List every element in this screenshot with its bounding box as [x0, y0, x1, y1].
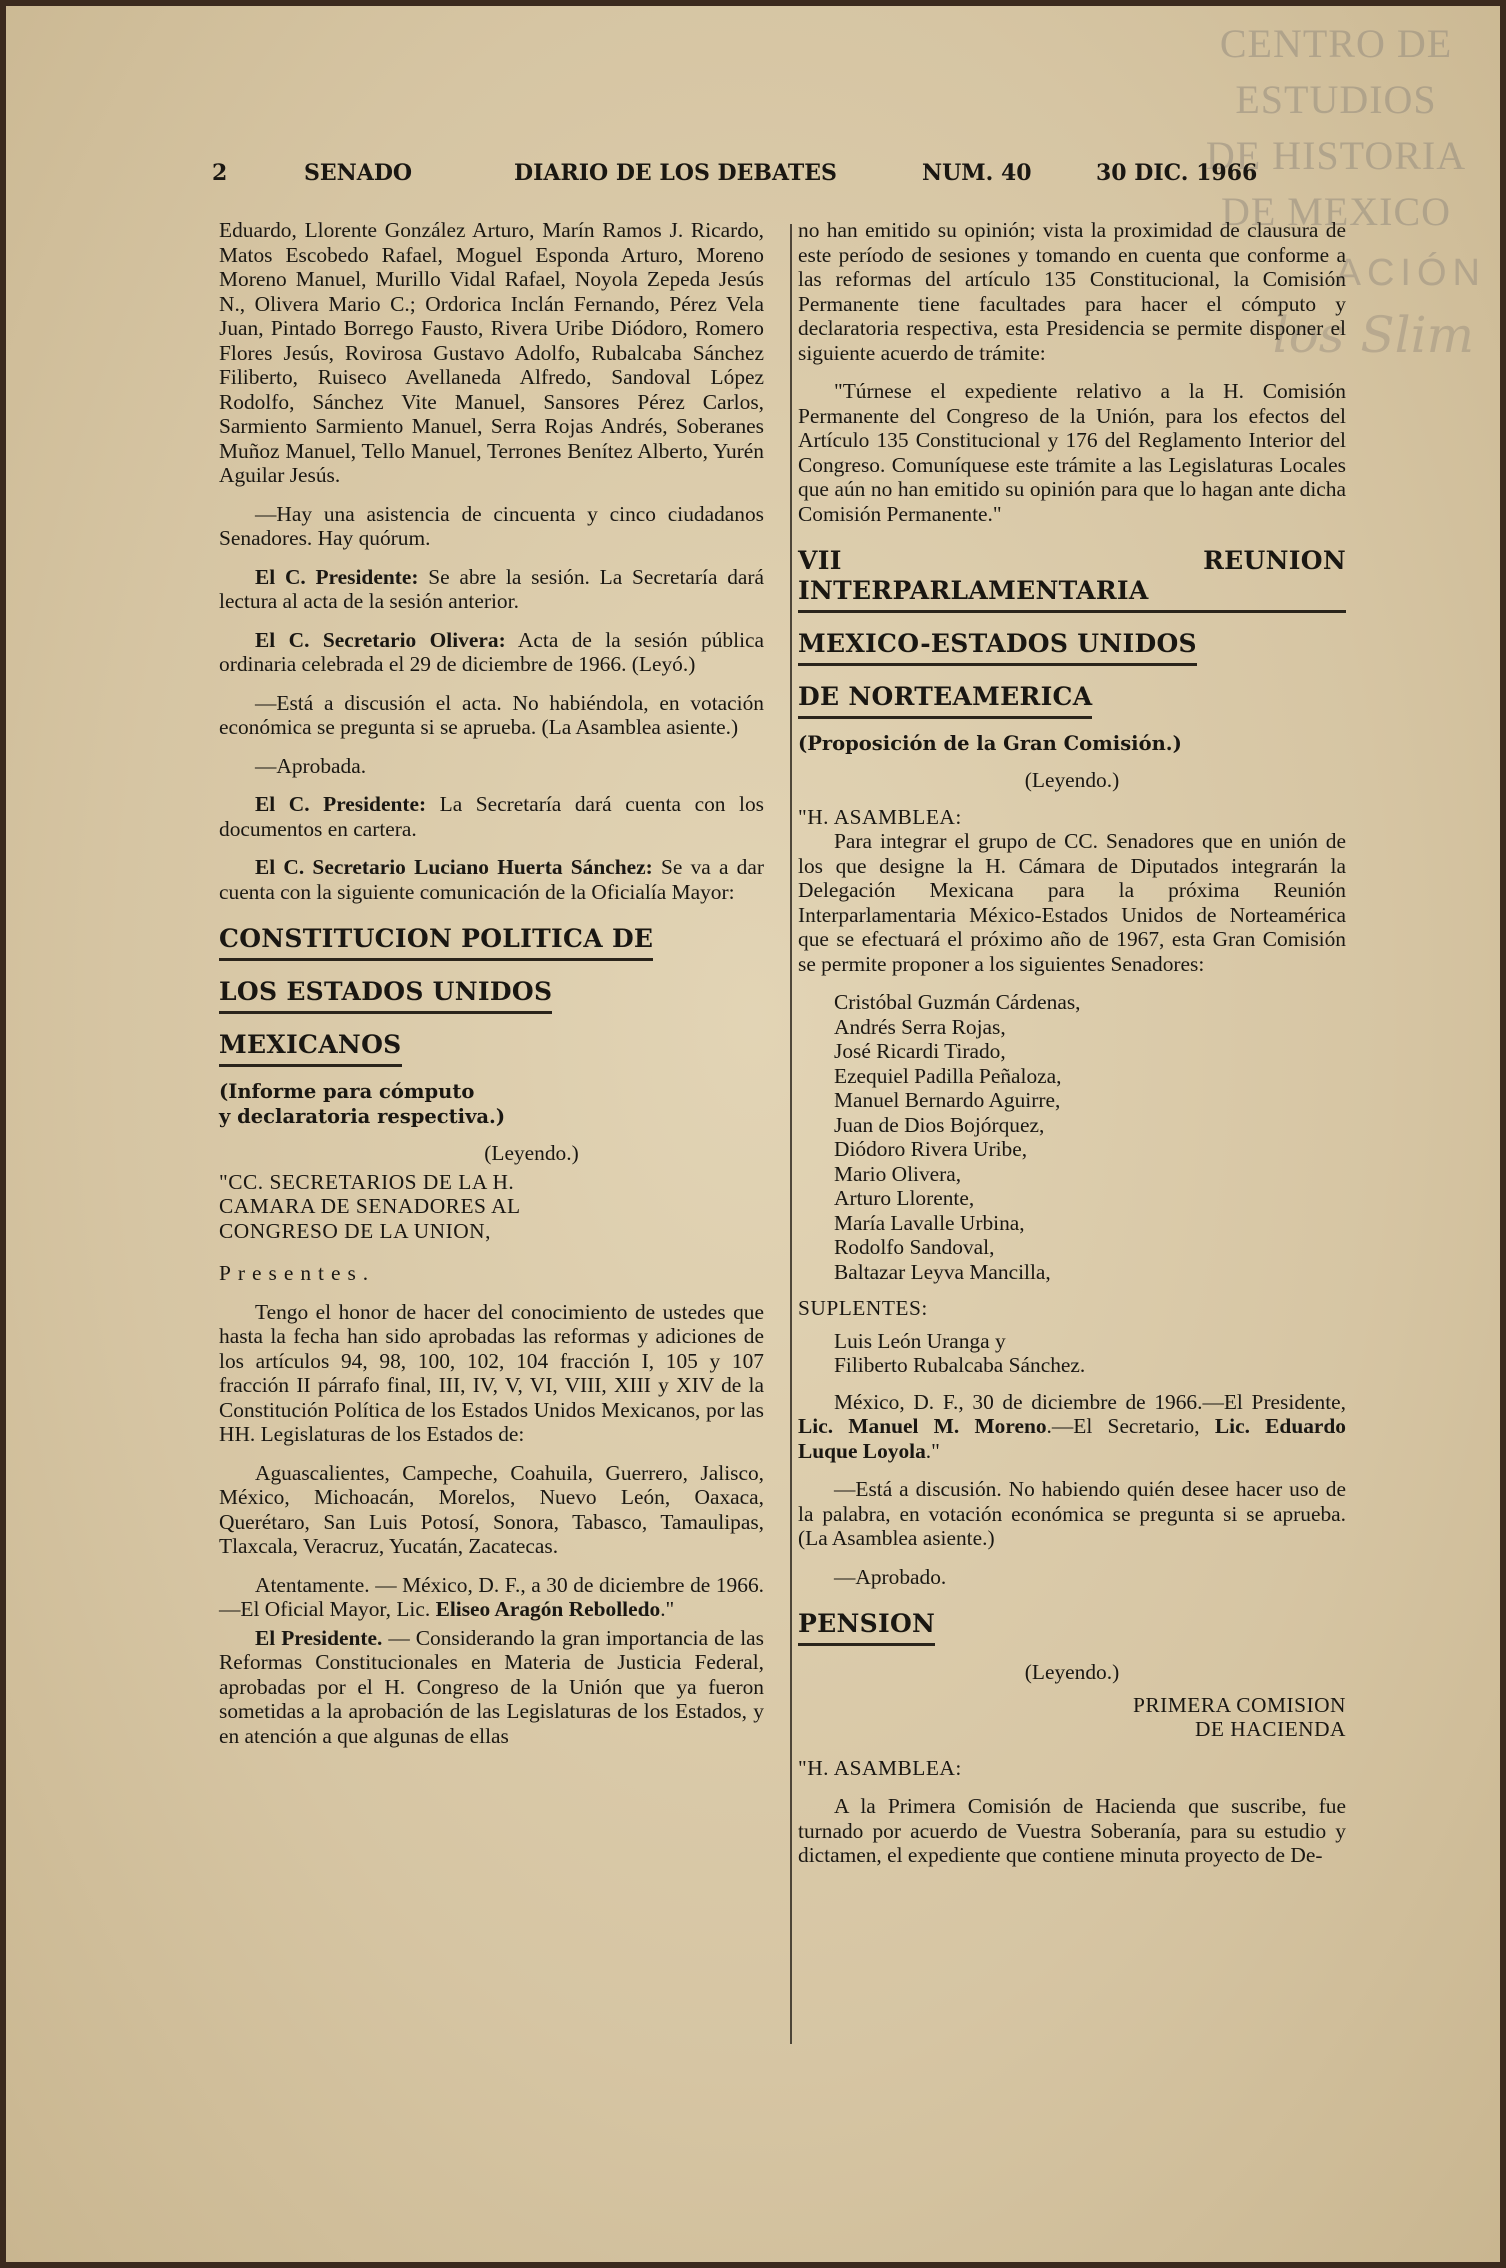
salutation: "H. ASAMBLEA: [798, 804, 962, 829]
paragraph: —Está a discusión. No habiendo quién desee hacer uso de la palabra, en votación económica se pregunta si se aprueba. (La Asamblea asiente.) [798, 1477, 1346, 1550]
list-item: Juan de Dios Bojórquez, [834, 1112, 1045, 1137]
section-heading-pension: PENSION [798, 1609, 935, 1646]
publication-title: DIARIO DE LOS DEBATES [514, 160, 837, 186]
list-item: Ezequiel Padilla Peñaloza, [834, 1063, 1062, 1088]
list-item: Luis León Uranga y [834, 1328, 1006, 1353]
senators-list [834, 990, 1346, 1284]
commission-name: PRIMERA COMISION DE HACIENDA [1132, 1692, 1346, 1741]
heading-line: CONSTITUCION POLITICA DE [219, 924, 653, 961]
page-number: 2 [212, 160, 228, 186]
page-header [212, 156, 1258, 192]
list-item: Rodolfo Sandoval, [834, 1235, 995, 1259]
paragraph: A la Primera Comisión de Hacienda que suscribe, fue turnado por acuerdo de Vuestra Soberanía, para su estudio y dictamen, el expediente que contiene minuta proyecto de De- [798, 1794, 1346, 1867]
agreement-text: "Túrnese el expediente relativo a la H. Comisión Permanente del Congreso de la Unión, para los efectos del Artículo 135 Constitucional y 176 del Reglamento Interior del Congreso. Comuníquese este trámite a las Legislaturas Locales que aún no han emitido su opinión para que lo hagan ante dicha Comisión Permanente." [798, 379, 1346, 526]
substitutes-label: SUPLENTES: [798, 1296, 928, 1320]
attendance-list: Eduardo, Llorente González Arturo, Marín Ramos J. Ricardo, Matos Escobedo Rafael, Moguel Esponda Arturo, Moreno Moreno Manuel, Murillo Vidal Rafael, Noyola Zepeda Jesús N., Olivera Mario C.; Ordorica Inclán Fernando, Pérez Vela Juan, Pintado Borrego Fausto, Rivera Uribe Diódoro, Romero Flores Jesús, Rovirosa Gustavo Adolfo, Rubalcaba Sánchez Filiberto, Ruiseco Avellaneda Alfredo, Sandoval López Rodolfo, Sánchez Vite Manuel, Sansores Pérez Carlos, Sarmiento Sarmiento Manuel, Serra Rojas Andrés, Soberanes Muñoz Manuel, Tello Manuel, Terrones Benítez Alberto, Yurén Aguilar Jesús. [219, 218, 764, 487]
heading-line: MEXICO-ESTADOS UNIDOS [798, 629, 1197, 666]
section-heading [219, 918, 764, 1077]
left-column [219, 218, 764, 1762]
signature-paragraph: Atentamente. — México, D. F., a 30 de diciembre de 1966.—El Oficial Mayor, Lic. Eliseo Aragón Rebolledo." [219, 1572, 764, 1621]
list-item: Andrés Serra Rojas, [834, 1014, 1006, 1039]
reading-note: (Leyendo.) [484, 1141, 579, 1165]
heading-line: MEXICANOS [219, 1030, 402, 1067]
section-subheading: (Proposición de la Gran Comisión.) [798, 732, 1182, 755]
archive-watermark [1186, 16, 1486, 240]
list-item: Diódoro Rivera Uribe, [834, 1137, 1028, 1161]
chamber-name: SENADO [304, 160, 413, 186]
right-column [798, 218, 1346, 1882]
reading-note: (Leyendo.) [1024, 768, 1120, 792]
paragraph: El C. Presidente: Se abre la sesión. La Secretaría dará lectura al acta de la sesión anterior. [219, 564, 764, 613]
heading-line: VII REUNION INTERPARLAMENTARIA [798, 546, 1346, 613]
watermark-line: ESTUDIOS [1235, 77, 1437, 122]
list-item: Filiberto Rubalcaba Sánchez. [834, 1353, 1086, 1377]
quorum-note: —Hay una asistencia de cincuenta y cinco ciudadanos Senadores. Hay quórum. [219, 501, 764, 550]
signature-paragraph: México, D. F., 30 de diciembre de 1966.—El Presidente, Lic. Manuel M. Moreno.—El Secretario, Lic. Eduardo Luque Loyola." [798, 1389, 1347, 1463]
paragraph: El C. Secretario Olivera: Acta de la sesión pública ordinaria celebrada el 29 de diciembre de 1966. (Leyó.) [219, 627, 764, 676]
watermark-line: DE MEXICO [1220, 189, 1452, 234]
list-item: Cristóbal Guzmán Cárdenas, [834, 990, 1081, 1014]
paragraph: —Está a discusión el acta. No habiéndola, en votación económica se pregunta si se aprueba. (La Asamblea asiente.) [219, 690, 764, 739]
list-item: Baltazar Leyva Mancilla, [834, 1259, 1051, 1284]
speaker: El Presidente. [255, 1625, 383, 1650]
watermark-line: DE HISTORIA [1205, 133, 1467, 178]
paragraph: El C. Presidente: La Secretaría dará cuenta con los documentos en cartera. [219, 792, 764, 841]
states-list: Aguascalientes, Campeche, Coahuila, Guerrero, Jalisco, México, Michoacán, Morelos, Nuevo León, Oaxaca, Querétaro, San Luis Potosí, Sonora, Tabasco, Tamaulipas, Tlaxcala, Veracruz, Yucatán, Zacatecas. [219, 1460, 764, 1558]
speaker: El C. Presidente: [255, 564, 419, 589]
address-block: "CC. SECRETARIOS DE LA H. CAMARA DE SENADORES AL CONGRESO DE LA UNION, [219, 1169, 521, 1243]
watermark-signature: los Slim [1272, 306, 1474, 364]
paragraph: —Aprobado. [834, 1564, 947, 1589]
list-item: José Ricardi Tirado, [834, 1039, 1006, 1063]
paragraph: no han emitido su opinión; vista la proximidad de clausura de este período de sesiones y tomando en cuenta que conforme a las reformas del artículo 135 Constitucional, la Comisión Permanente tiene facultades para hacer el cómputo y declaratoria respectiva, esta Presidencia se permite disponer el siguiente acuerdo de trámite: [798, 218, 1346, 365]
list-item: Arturo Llorente, [834, 1186, 975, 1210]
signatory-name: Lic. Eduardo Luque Loyola [798, 1414, 1347, 1463]
speaker: El C. Secretario Luciano Huerta Sánchez: [255, 855, 653, 879]
issue-date: 30 DIC. 1966 [1096, 160, 1258, 186]
watermark-line: CENTRO DE [1219, 21, 1453, 66]
paragraph: El C. Secretario Luciano Huerta Sánchez: Se va a dar cuenta con la siguiente comunicación de la Oficialía Mayor: [219, 855, 764, 904]
watermark-side-text: ACIÓN [1335, 252, 1486, 294]
paragraph: El Presidente. — Considerando la gran importancia de las Reformas Constitucionales en Materia de Justicia Federal, aprobadas por el H. Congreso de la Unión que ya fueron sometidas a la aprobación de las Legislaturas de los Estados, y en atención a que algunas de ellas [219, 1625, 765, 1748]
section-subheading: (Informe para cómputo y declaratoria respectiva.) [219, 1080, 506, 1128]
paragraph: Para integrar el grupo de CC. Senadores que en unión de los que designe la H. Cámara de Diputados integrarán la Delegación Mexicana para la próxima Reunión Interparlamentaria México-Estados Unidos de Norteamérica que se efectuará el próximo año de 1967, esta Gran Comisión se permite proponer a los siguientes Senadores: [798, 829, 1346, 976]
salutation: Presentes. [219, 1261, 376, 1285]
page [6, 6, 1500, 2262]
speaker: El C. Presidente: [255, 792, 427, 816]
list-item: Mario Olivera, [834, 1161, 962, 1186]
salutation: "H. ASAMBLEA: [798, 1755, 962, 1780]
speaker: El C. Secretario Olivera: [255, 627, 506, 652]
signatory-name: Eliseo Aragón Rebolledo [435, 1597, 661, 1621]
signatory-name: Lic. Manuel M. Moreno [798, 1414, 1047, 1438]
column-divider [790, 224, 792, 2044]
issue-number: NUM. 40 [922, 160, 1032, 186]
heading-line: DE NORTEAMERICA [798, 682, 1092, 719]
paragraph: —Aprobada. [255, 753, 367, 778]
section-heading [798, 540, 1346, 729]
heading-line: LOS ESTADOS UNIDOS [219, 977, 552, 1014]
substitutes-list [834, 1329, 1346, 1378]
list-item: Manuel Bernardo Aguirre, [834, 1088, 1061, 1112]
reading-note: (Leyendo.) [1024, 1660, 1120, 1684]
list-item: María Lavalle Urbina, [834, 1210, 1025, 1235]
paragraph: Tengo el honor de hacer del conocimiento de ustedes que hasta la fecha han sido aprobadas las reformas y adiciones de los artículos 94, 98, 100, 102, 104 fracción I, 105 y 107 fracción II párrafo final, III, IV, V, VI, VIII, XIII y XIV de la Constitución Política de los Estados Unidos Mexicanos, por las HH. Legislaturas de los Estados de: [219, 1299, 764, 1446]
